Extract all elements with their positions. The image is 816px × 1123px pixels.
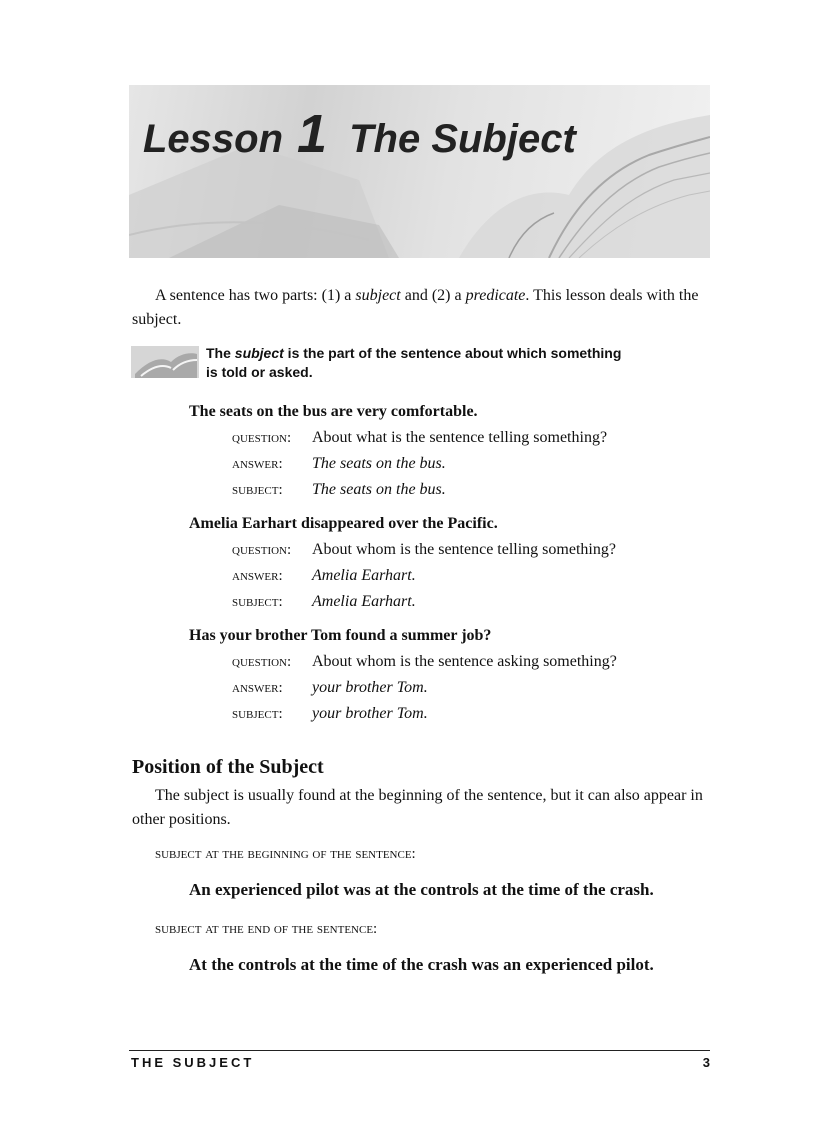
subject-label: subject: [232,706,283,722]
question-text: About whom is the sentence telling something? [312,541,616,558]
answer-row [189,678,709,704]
answer-row [189,454,709,480]
question-text: About what is the sentence telling something? [312,429,608,446]
subject-text: Amelia Earhart. [312,593,416,610]
answer-label: answer: [232,568,283,584]
lesson-banner [129,85,710,258]
footer-title: THE SUBJECT [131,1055,255,1070]
question-label: question: [232,430,292,446]
definition-term: subject [234,345,284,361]
footer-rule [129,1050,710,1051]
subject-label: subject: [232,482,283,498]
label-subject-beginning: subject at the beginning of the sentence: [155,846,416,862]
question-row [189,428,709,454]
question-label: question: [232,654,292,670]
section-heading: Position of the Subject [132,756,324,778]
answer-text: The seats on the bus. [312,455,446,472]
example-1 [189,402,709,506]
subject-row [189,480,709,506]
sentence-subject-end: At the controls at the time of the crash was an experienced pilot. [189,955,654,974]
subject-label: subject: [232,594,283,610]
example-sentence: Has your brother Tom found a summer job? [189,627,492,644]
subject-row [189,592,709,618]
sentence-subject-beginning: An experienced pilot was at the controls at the time of the crash. [189,880,654,899]
answer-label: answer: [232,456,283,472]
example-3 [189,626,709,730]
predicate-term: predicate [465,287,526,304]
question-row [189,540,709,566]
subject-term: subject [355,287,401,304]
example-2 [189,514,709,618]
lesson-number: 1 [297,104,328,164]
label-subject-end: subject at the end of the sentence: [155,921,378,937]
lesson-title [143,103,576,165]
answer-text: Amelia Earhart. [312,567,416,584]
answer-label: answer: [232,680,283,696]
definition-box [131,344,711,384]
book-icon [131,346,199,378]
question-label: question: [232,542,292,558]
subject-text: The seats on the bus. [312,481,446,498]
intro-paragraph: A sentence has two parts: (1) a subject and (2) a predicate. This lesson deals with the subject. [132,287,699,328]
example-sentence: Amelia Earhart disappeared over the Pacific. [189,515,498,532]
subject-row [189,704,709,730]
answer-row [189,566,709,592]
example-sentence: The seats on the bus are very comfortable. [189,403,478,420]
section-paragraph: The subject is usually found at the beginning of the sentence, but it can also appear in other positions. [132,787,703,828]
question-text: About whom is the sentence asking something? [312,653,617,670]
page-number: 3 [702,1055,710,1070]
definition-text: The subject is the part of the sentence about which something is told or asked. [206,345,622,380]
answer-text: your brother Tom. [312,679,428,696]
subject-text: your brother Tom. [312,705,428,722]
question-row [189,652,709,678]
lesson-label: Lesson [143,117,284,161]
lesson-topic: The Subject [349,117,576,161]
